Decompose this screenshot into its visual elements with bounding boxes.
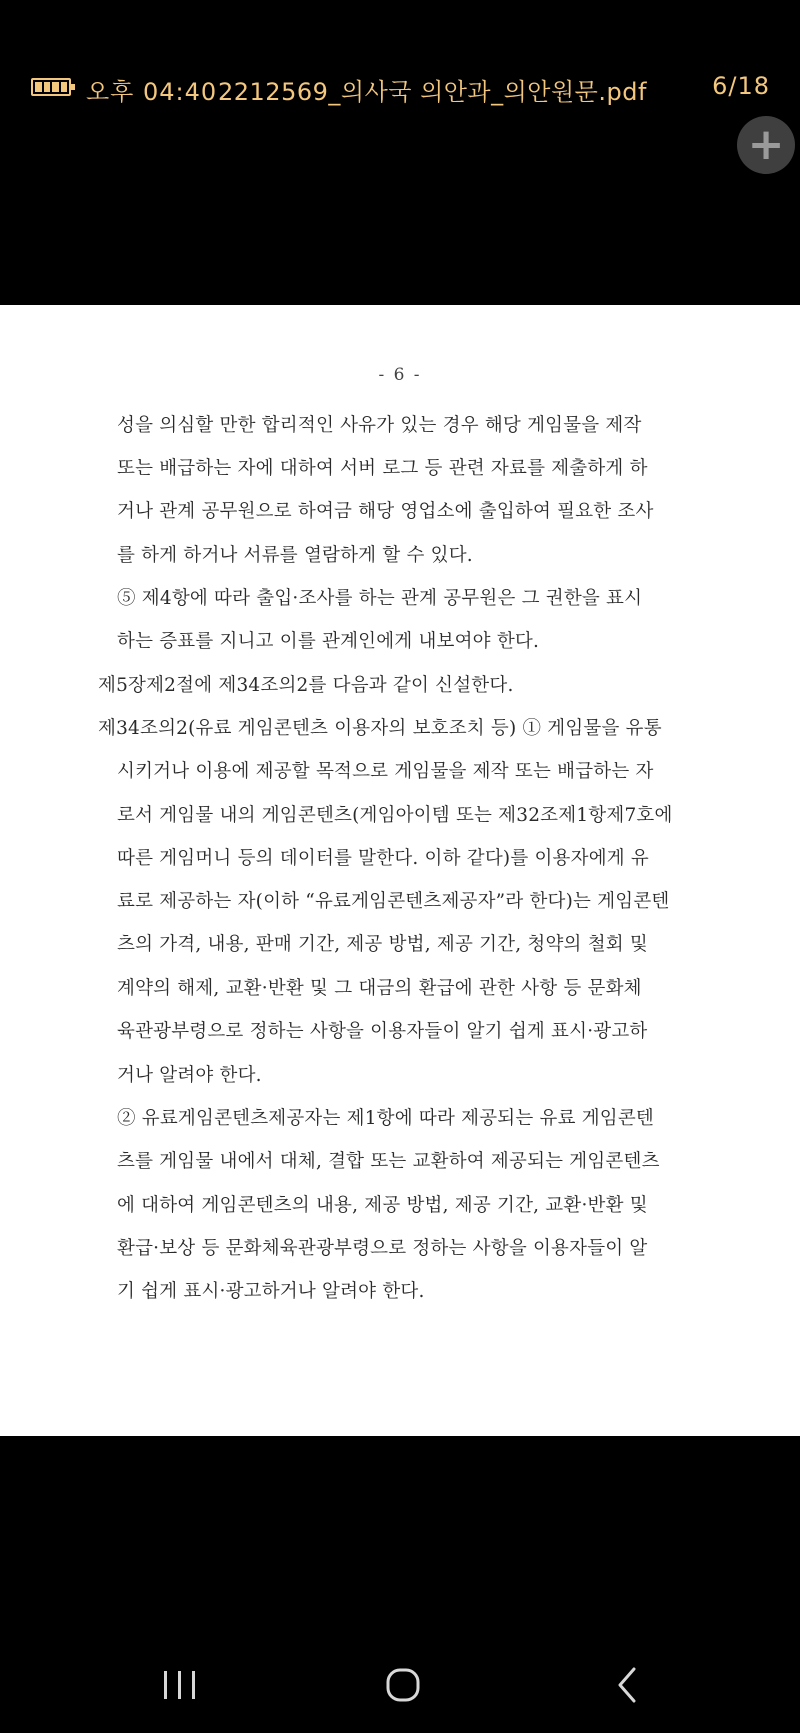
page-indicator: 6/18	[712, 72, 770, 100]
document-line: 성을 의심할 만한 합리적인 사유가 있는 경우 해당 게임물을 제작	[117, 415, 642, 436]
page-number: - 6 -	[378, 365, 422, 385]
document-line: 기 쉽게 표시·광고하거나 알려야 한다.	[117, 1281, 425, 1302]
document-line: 로서 게임물 내의 게임콘텐츠(게임아이템 또는 제32조제1항제7호에	[117, 805, 673, 826]
status-time: 오후 04:40	[86, 78, 218, 106]
document-line: ⑤ 제4항에 따라 출입·조사를 하는 관계 공무원은 그 권한을 표시	[117, 588, 643, 609]
document-line: 육관광부령으로 정하는 사항을 이용자들이 알기 쉽게 표시·광고하	[117, 1021, 648, 1042]
document-filename: 2212569_의사국 의안과_의안원문.pdf	[218, 78, 647, 106]
recents-icon	[160, 1667, 200, 1703]
document-line: 거나 관계 공무원으로 하여금 해당 영업소에 출입하여 필요한 조사	[117, 501, 654, 522]
document-line: 따른 게임머니 등의 데이터를 말한다. 이하 같다)를 이용자에게 유	[117, 848, 649, 869]
document-line: 제5장제2절에 제34조의2를 다음과 같이 신설한다.	[98, 675, 514, 696]
recents-button[interactable]	[135, 1640, 225, 1730]
document-line: 츠를 게임물 내에서 대체, 결합 또는 교환하여 제공되는 게임콘텐츠	[117, 1151, 660, 1172]
document-line: 환급·보상 등 문화체육관광부령으로 정하는 사항을 이용자들이 알	[117, 1238, 648, 1259]
status-bar	[0, 66, 800, 110]
add-button[interactable]	[737, 116, 795, 174]
document-line: 하는 증표를 지니고 이를 관계인에게 내보여야 한다.	[117, 631, 540, 652]
document-line: ② 유료게임콘텐츠제공자는 제1항에 따라 제공되는 유료 게임콘텐	[117, 1108, 655, 1129]
document-page[interactable]	[0, 305, 800, 1436]
back-icon	[608, 1665, 648, 1705]
document-line: 에 대하여 게임콘텐츠의 내용, 제공 방법, 제공 기간, 교환·반환 및	[117, 1195, 648, 1216]
plus-icon: +	[747, 119, 785, 170]
home-button[interactable]	[358, 1640, 448, 1730]
document-line: 를 하게 하거나 서류를 열람하게 할 수 있다.	[117, 545, 473, 566]
back-button[interactable]	[583, 1640, 673, 1730]
document-line: 또는 배급하는 자에 대하여 서버 로그 등 관련 자료를 제출하게 하	[117, 458, 648, 479]
battery-icon	[31, 78, 71, 96]
document-line: 츠의 가격, 내용, 판매 기간, 제공 방법, 제공 기간, 청약의 철회 및	[117, 934, 648, 955]
document-line: 거나 알려야 한다.	[117, 1065, 262, 1086]
home-icon	[383, 1665, 423, 1705]
document-line: 시키거나 이용에 제공할 목적으로 게임물을 제작 또는 배급하는 자	[117, 761, 654, 782]
navigation-bar	[0, 1640, 800, 1730]
document-line: 계약의 해제, 교환·반환 및 그 대금의 환급에 관한 사항 등 문화체	[117, 978, 642, 999]
document-line: 제34조의2(유료 게임콘텐츠 이용자의 보호조치 등) ① 게임물을 유통	[98, 718, 662, 739]
document-line: 료로 제공하는 자(이하 “유료게임콘텐츠제공자”라 한다)는 게임콘텐	[117, 891, 670, 912]
